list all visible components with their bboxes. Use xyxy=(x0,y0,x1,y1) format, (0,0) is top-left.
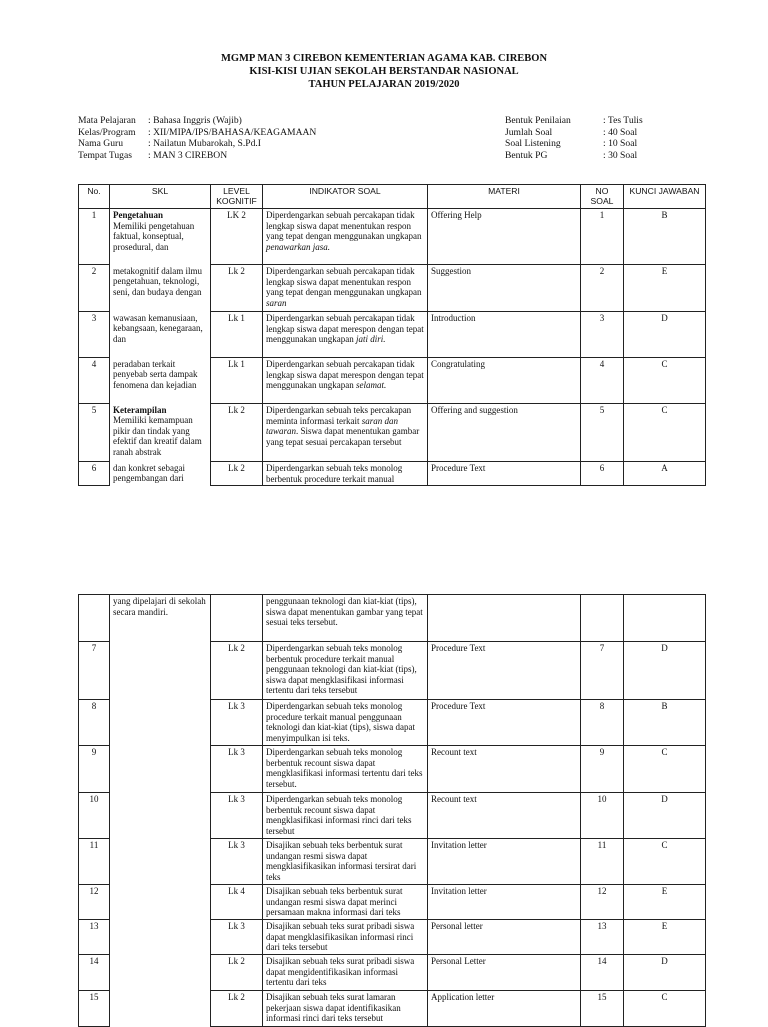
skl-heading: Keterampilan xyxy=(113,404,167,415)
table-row xyxy=(79,265,706,312)
cell-no xyxy=(79,595,110,642)
cell-indikator: Disajikan sebuah teks berbentuk surat undangan resmi siswa dapat mengklasifikasikan informasi tersirat dari teks xyxy=(263,839,428,885)
cell-materi: Congratulating xyxy=(428,358,581,404)
cell-materi: Personal letter xyxy=(428,920,581,955)
cell-nosoal: 3 xyxy=(581,312,624,358)
cell-no: 5 xyxy=(79,404,110,462)
info-left xyxy=(78,115,316,161)
cell-materi: Procedure Text xyxy=(428,700,581,746)
cell-no: 2 xyxy=(79,265,110,312)
doc-title-line3: TAHUN PELAJARAN 2019/2020 xyxy=(308,79,460,90)
cell-materi: Invitation letter xyxy=(428,839,581,885)
col-skl: SKL xyxy=(110,185,211,209)
cell-no: 14 xyxy=(79,955,110,991)
info-class: Kelas/Program : XII/MIPA/IPS/BAHASA/KEAGAMAAN xyxy=(78,126,317,138)
cell-indikator: Disajikan sebuah teks surat lamaran pekerjaan siswa dapat identifikasikan informasi rinci dari teks tersebut xyxy=(263,991,428,1027)
cell-materi xyxy=(428,595,581,642)
cell-indikator: Diperdengarkan sebuah percakapan tidak lengkap siswa dapat menentukan respon yang tepat dengan menggunakan ungkapan penawarkan jasa. xyxy=(263,209,428,265)
cell-level: Lk 3 xyxy=(211,746,263,793)
cell-materi: Recount text xyxy=(428,746,581,793)
cell-kunci: D xyxy=(624,642,706,700)
cell-skl: dan konkret sebagai pengembangan dari xyxy=(110,462,211,486)
cell-no: 15 xyxy=(79,991,110,1027)
cell-level: Lk 1 xyxy=(211,312,263,358)
cell-indikator: Diperdengarkan sebuah teks monolog procedure terkait manual penggunaan teknologi dan kiat-kiat (tips), siswa dapat menyimpulkan isi teks. xyxy=(263,700,428,746)
info-right xyxy=(505,115,643,161)
cell-level: Lk 2 xyxy=(211,462,263,486)
cell-level: Lk 3 xyxy=(211,793,263,839)
cell-nosoal: 6 xyxy=(581,462,624,486)
col-indikator: INDIKATOR SOAL xyxy=(263,185,428,209)
cell-nosoal: 14 xyxy=(581,955,624,991)
cell-nosoal: 15 xyxy=(581,991,624,1027)
cell-kunci: A xyxy=(624,462,706,486)
cell-skl: peradaban terkait penyebab serta dampak fenomena dan kejadian xyxy=(110,358,211,404)
cell-kunci xyxy=(624,595,706,642)
cell-indikator: Disajikan sebuah teks surat pribadi siswa dapat mengidentifikasikan informasi tertentu dari teks xyxy=(263,955,428,991)
kisi-table-1 xyxy=(78,184,706,486)
col-kunci: KUNCI JAWABAN xyxy=(624,185,706,209)
cell-no: 4 xyxy=(79,358,110,404)
cell-kunci: B xyxy=(624,700,706,746)
cell-skl: yang dipelajari di sekolah secara mandiri. xyxy=(110,595,211,1027)
cell-level: Lk 4 xyxy=(211,885,263,920)
table-header-row xyxy=(79,185,706,209)
table-row xyxy=(79,358,706,404)
cell-level: Lk 1 xyxy=(211,358,263,404)
col-no: No. xyxy=(79,185,110,209)
cell-nosoal: 7 xyxy=(581,642,624,700)
cell-kunci: E xyxy=(624,885,706,920)
cell-materi: Offering and suggestion xyxy=(428,404,581,462)
cell-materi: Introduction xyxy=(428,312,581,358)
cell-no: 7 xyxy=(79,642,110,700)
col-materi: MATERI xyxy=(428,185,581,209)
cell-nosoal: 1 xyxy=(581,209,624,265)
cell-materi: Procedure Text xyxy=(428,462,581,486)
cell-materi: Personal Letter xyxy=(428,955,581,991)
cell-indikator: Disajikan sebuah teks surat pribadi siswa dapat mengklasifikasikan informasi rinci dari teks tersebut xyxy=(263,920,428,955)
cell-nosoal: 11 xyxy=(581,839,624,885)
cell-nosoal: 2 xyxy=(581,265,624,312)
doc-title-line1: MGMP MAN 3 CIREBON KEMENTERIAN AGAMA KAB. CIREBON xyxy=(220,53,548,64)
info-mc: Bentuk PG : 30 Soal xyxy=(505,149,638,161)
cell-kunci: D xyxy=(624,955,706,991)
skl-text: Memiliki pengetahuan faktual, konseptual, prosedural, dan xyxy=(113,220,195,252)
cell-indikator: Diperdengarkan sebuah percakapan tidak lengkap siswa dapat menentukan respon yang tepat dengan menggunakan ungkapan saran xyxy=(263,265,428,312)
cell-level: Lk 3 xyxy=(211,700,263,746)
doc-title-line2: KISI-KISI UJIAN SEKOLAH BERSTANDAR NASIONAL xyxy=(249,66,519,77)
skl-text: Memiliki kemampuan pikir dan tindak yang efektif dan kreatif dalam ranah abstrak xyxy=(113,415,202,457)
cell-materi: Suggestion xyxy=(428,265,581,312)
cell-no: 10 xyxy=(79,793,110,839)
cell-level: Lk 2 xyxy=(211,991,263,1027)
info-teacher: Nama Guru : Nailatun Mubarokah, S.Pd.I xyxy=(78,138,261,150)
cell-nosoal: 12 xyxy=(581,885,624,920)
cell-nosoal: 9 xyxy=(581,746,624,793)
cell-kunci: C xyxy=(624,358,706,404)
cell-indikator: Diperdengarkan sebuah teks monolog berbentuk procedure terkait manual xyxy=(263,462,428,486)
cell-nosoal: 4 xyxy=(581,358,624,404)
cell-level: Lk 2 xyxy=(211,955,263,991)
info-total: Jumlah Soal : 40 Soal xyxy=(505,126,638,138)
cell-kunci: D xyxy=(624,312,706,358)
table-row xyxy=(79,209,706,265)
cell-skl xyxy=(110,404,211,462)
cell-indikator: Diperdengarkan sebuah teks percakapan meminta informasi terkait saran dan tawaran. Siswa dapat menentukan gambar yang tepat sesuai percakapan tersebut xyxy=(263,404,428,462)
cell-no: 11 xyxy=(79,839,110,885)
cell-level: Lk 2 xyxy=(211,404,263,462)
cell-no: 9 xyxy=(79,746,110,793)
cell-skl: metakognitif dalam ilmu pengetahuan, teknologi, seni, dan budaya dengan xyxy=(110,265,211,312)
cell-indikator: penggunaan teknologi dan kiat-kiat (tips), siswa dapat menentukan gambar yang tepat sesuai teks tersebut. xyxy=(263,595,428,642)
cell-level: Lk 2 xyxy=(211,642,263,700)
info-subject: Mata Pelajaran : Bahasa Inggris (Wajib) xyxy=(78,115,242,126)
cell-indikator: Diperdengarkan sebuah teks monolog berbentuk recount siswa dapat mengklasifikasi informasi rinci dari teks tersebut xyxy=(263,793,428,839)
cell-level: Lk 3 xyxy=(211,920,263,955)
table-row-continued xyxy=(79,595,706,642)
cell-level xyxy=(211,595,263,642)
cell-materi: Invitation letter xyxy=(428,885,581,920)
cell-indikator: Diperdengarkan sebuah percakapan tidak lengkap siswa dapat merespon dengan tepat menggunakan ungkapan jati diri. xyxy=(263,312,428,358)
cell-nosoal: 8 xyxy=(581,700,624,746)
cell-kunci: D xyxy=(624,793,706,839)
cell-no: 12 xyxy=(79,885,110,920)
table-row xyxy=(79,462,706,486)
cell-materi: Recount text xyxy=(428,793,581,839)
cell-kunci: C xyxy=(624,839,706,885)
cell-kunci: B xyxy=(624,209,706,265)
cell-indikator: Diperdengarkan sebuah teks monolog berbentuk recount siswa dapat mengklasifikasi informasi tertentu dari teks tersebut. xyxy=(263,746,428,793)
cell-level: LK 2 xyxy=(211,209,263,265)
info-assessment: Bentuk Penilaian : Tes Tulis xyxy=(505,115,643,126)
cell-skl xyxy=(110,209,211,265)
cell-level: Lk 2 xyxy=(211,265,263,312)
cell-skl: wawasan kemanusiaan, kebangsaan, kenegaraan, dan xyxy=(110,312,211,358)
col-nosoal: NO SOAL xyxy=(581,185,624,209)
cell-nosoal: 5 xyxy=(581,404,624,462)
cell-no: 6 xyxy=(79,462,110,486)
cell-no: 13 xyxy=(79,920,110,955)
cell-materi: Offering Help xyxy=(428,209,581,265)
col-level: LEVEL KOGNITIF xyxy=(211,185,263,209)
cell-no: 3 xyxy=(79,312,110,358)
cell-kunci: C xyxy=(624,746,706,793)
cell-materi: Application letter xyxy=(428,991,581,1027)
cell-kunci: E xyxy=(624,920,706,955)
cell-nosoal xyxy=(581,595,624,642)
info-school: Tempat Tugas : MAN 3 CIREBON xyxy=(78,149,228,161)
cell-kunci: E xyxy=(624,265,706,312)
table-row xyxy=(79,404,706,462)
skl-heading: Pengetahuan xyxy=(113,210,164,220)
cell-no: 1 xyxy=(79,209,110,265)
cell-nosoal: 13 xyxy=(581,920,624,955)
cell-indikator: Disajikan sebuah teks berbentuk surat undangan resmi siswa dapat merinci persamaan makna informasi dari teks xyxy=(263,885,428,920)
cell-kunci: C xyxy=(624,991,706,1027)
cell-kunci: C xyxy=(624,404,706,462)
cell-level: Lk 3 xyxy=(211,839,263,885)
kisi-table-2 xyxy=(78,594,706,1027)
cell-indikator: Diperdengarkan sebuah percakapan tidak lengkap siswa dapat merespon dengan tepat menggunakan ungkapan selamat. xyxy=(263,358,428,404)
info-listening: Soal Listening : 10 Soal xyxy=(505,138,638,150)
cell-nosoal: 10 xyxy=(581,793,624,839)
cell-indikator: Diperdengarkan sebuah teks monolog berbentuk procedure terkait manual penggunaan teknologi dan kiat-kiat (tips), siswa dapat mengklasifikasi informasi tertentu dari teks tersebut xyxy=(263,642,428,700)
cell-no: 8 xyxy=(79,700,110,746)
table-row xyxy=(79,312,706,358)
cell-materi: Procedure Text xyxy=(428,642,581,700)
